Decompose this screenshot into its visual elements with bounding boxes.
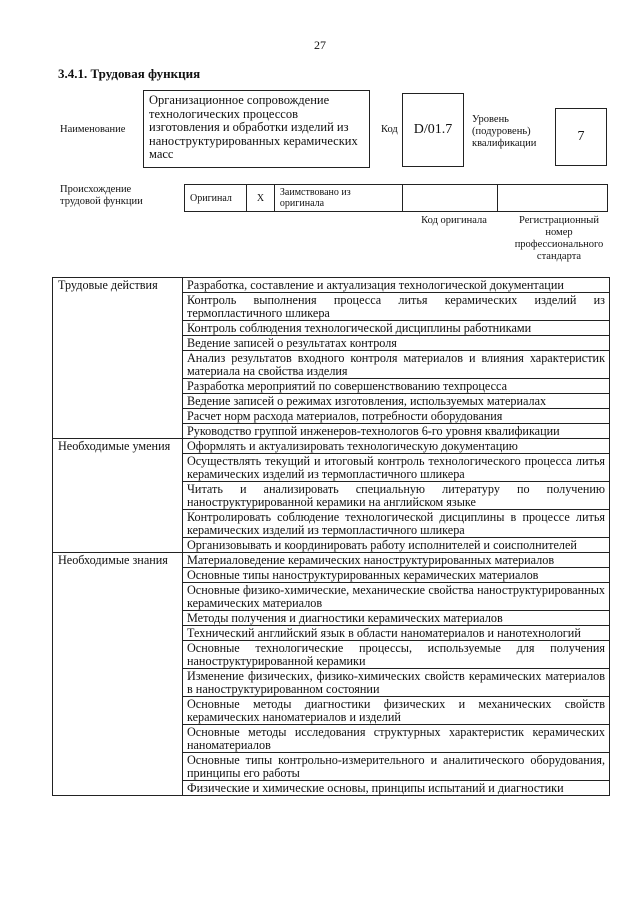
- registration-caption: Регистрационный номер профессионального стандарта: [514, 215, 604, 262]
- item-cell: Основные технологические процессы, используемые для получения наноструктурированной керамики: [183, 641, 610, 669]
- item-cell: Изменение физических, физико-химических свойств керамических материалов в наноструктурированном состоянии: [183, 669, 610, 697]
- item-cell: Физические и химические основы, принципы испытаний и диагностики: [183, 781, 610, 796]
- origin-label: Происхождение трудовой функции: [60, 184, 143, 207]
- item-cell: Читать и анализировать специальную литературу по получению наноструктурированной керамики на английском языке: [183, 482, 610, 510]
- item-cell: Основные типы наноструктурированных керамических материалов: [183, 568, 610, 583]
- category-cell: Трудовые действия: [53, 278, 183, 439]
- item-cell: Ведение записей о режимах изготовления, используемых материалах: [183, 394, 610, 409]
- level-value-box: 7: [555, 108, 607, 166]
- item-cell: Основные методы исследования структурных характеристик керамических наноматериалов: [183, 725, 610, 753]
- original-code-caption: Код оригинала: [421, 215, 487, 226]
- category-cell: Необходимые умения: [53, 439, 183, 553]
- item-cell: Оформлять и актуализировать технологическую документацию: [183, 439, 610, 454]
- item-cell: Осуществлять текущий и итоговый контроль технологического процесса литья керамических изделий из термопластичного шликера: [183, 454, 610, 482]
- item-cell: Основные методы диагностики физических и механических свойств керамических наноматериалов и изделий: [183, 697, 610, 725]
- registration-number-cell: [498, 185, 608, 212]
- item-cell: Разработка, составление и актуализация технологической документации: [183, 278, 610, 293]
- level-label: Уровень (подуровень) квалификации: [472, 114, 537, 149]
- borrowed-label-cell: Заимствовано из оригинала: [274, 185, 402, 212]
- item-cell: Разработка мероприятий по совершенствованию техпроцесса: [183, 379, 610, 394]
- original-label-cell: Оригинал: [185, 185, 247, 212]
- item-cell: Руководство группой инженеров-технологов 6-го уровня квалификации: [183, 424, 610, 439]
- item-cell: Контроль выполнения процесса литья керамических изделий из термопластичного шликера: [183, 293, 610, 321]
- item-cell: Организовывать и координировать работу исполнителей и соисполнителей: [183, 538, 610, 553]
- page-number: 27: [314, 38, 326, 52]
- category-cell: Необходимые знания: [53, 553, 183, 796]
- table-row: [53, 278, 610, 293]
- origin-table: [184, 184, 608, 212]
- item-cell: Технический английский язык в области наноматериалов и нанотехнологий: [183, 626, 610, 641]
- item-cell: Основные типы контрольно-измерительного и аналитического оборудования, принципы его работы: [183, 753, 610, 781]
- item-cell: Материаловедение керамических наноструктурированных материалов: [183, 553, 610, 568]
- original-mark-cell: X: [246, 185, 274, 212]
- section-title: 3.4.1. Трудовая функция: [58, 66, 201, 81]
- item-cell: Анализ результатов входного контроля материалов и влияния характеристик материала на свойства изделия: [183, 351, 610, 379]
- function-name-box: Организационное сопровождение технологических процессов изготовления и обработки изделий из наноструктурированных керамических масс: [143, 90, 370, 168]
- table-row: [53, 439, 610, 454]
- code-label: Код: [381, 124, 398, 135]
- item-cell: Расчет норм расхода материалов, потребности оборудования: [183, 409, 610, 424]
- code-value-box: D/01.7: [402, 93, 464, 167]
- table-row: [53, 553, 610, 568]
- function-table: [52, 277, 610, 796]
- item-cell: Методы получения и диагностики керамических материалов: [183, 611, 610, 626]
- item-cell: Контролировать соблюдение технологической дисциплины в процессе литья керамических изделий из термопластичного шликера: [183, 510, 610, 538]
- name-label: Наименование: [60, 124, 126, 135]
- item-cell: Контроль соблюдения технологической дисциплины работниками: [183, 321, 610, 336]
- item-cell: Основные физико-химические, механические свойства наноструктурированных керамических материалов: [183, 583, 610, 611]
- original-code-cell: [402, 185, 498, 212]
- item-cell: Ведение записей о результатах контроля: [183, 336, 610, 351]
